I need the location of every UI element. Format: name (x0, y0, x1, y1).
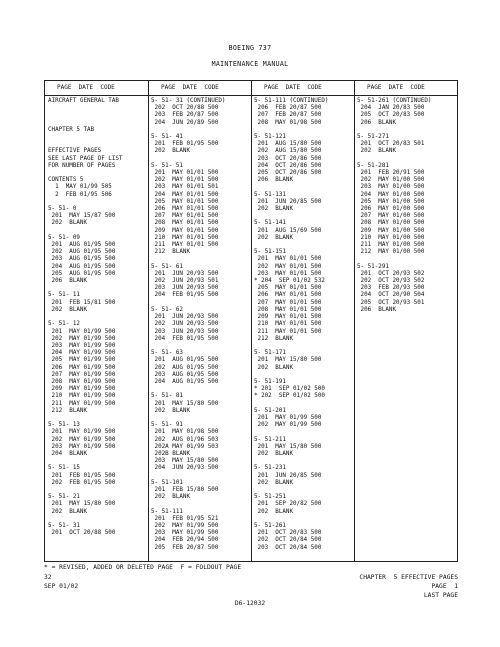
page-entry: 204 OCT 20/90 504 (357, 292, 425, 299)
spacer-line (151, 127, 225, 134)
spacer-line (254, 372, 328, 379)
page-entry: 210 MAY 01/00 500 (357, 234, 425, 241)
page-entry: 202 BLANK (357, 148, 397, 155)
column-header-2: PAGE DATE CODE (161, 84, 219, 91)
section-heading: 5- 51- 61 (151, 263, 183, 270)
section-heading: 5- 51- 91 (151, 422, 183, 429)
page-entry: 201 AUG 15/80 500 (254, 141, 322, 148)
page-entry: 205 FEB 20/87 500 (151, 544, 219, 551)
page-entry: 210 MAY 01/01 500 (151, 234, 219, 241)
section-heading: 5- 51- 11 (48, 292, 80, 299)
page-entry: 204 JUN 20/89 500 (151, 119, 219, 126)
section-heading: 5- 51-141 (254, 220, 286, 227)
spacer-line (48, 141, 122, 148)
page-entry: 202 MAY 01/99 500 (254, 422, 322, 429)
page-entry: 202 BLANK (254, 450, 294, 457)
page-entry: 202A MAY 01/99 503 (151, 443, 219, 450)
page-entry: 207 MAY 01/99 500 (48, 371, 116, 378)
page-entry: 201 AUG 15/69 500 (254, 227, 322, 234)
section-heading: EFFECTIVE PAGES (48, 148, 102, 155)
page-entry: 202 MAY 01/99 500 (48, 335, 116, 342)
page-entry: 204 OCT 20/86 500 (254, 162, 322, 169)
section-heading: 5- 51-131 (254, 191, 286, 198)
page-entry: 202 JUN 20/93 500 (151, 321, 219, 328)
section-heading: 5- 51-111 (CONTINUED) (254, 98, 329, 104)
page-entry: 202 BLANK (151, 407, 191, 414)
section-heading: 5- 51- 62 (151, 306, 183, 313)
section-heading: 5- 51- 09 (48, 234, 80, 241)
page-entry: 206 MAY 01/01 500 (151, 206, 219, 213)
section-heading: CONTENTS 5 (48, 177, 84, 184)
page-entry: 212 BLANK (48, 407, 88, 414)
page-entry: 201 JUN 20/85 500 (254, 198, 322, 205)
page-list-column-2 (151, 98, 225, 552)
page-entry: 201 FEB 15/80 500 (151, 486, 219, 493)
page-entry: 204 FEB 20/94 500 (151, 537, 219, 544)
page-entry: 206 BLANK (357, 119, 397, 126)
section-heading: FOR NUMBER OF PAGES (48, 162, 116, 169)
section-heading: 5- 51- 12 (48, 321, 80, 328)
page-entry: * 202 SEP 01/02 500 (254, 393, 325, 400)
spacer-line (48, 285, 122, 292)
section-heading: 5- 51- 15 (48, 465, 80, 472)
page-entry: 211 MAY 01/01 500 (151, 242, 219, 249)
page-entry: 203 JUN 20/93 500 (151, 328, 219, 335)
page-entry: 204 MAY 01/01 500 (151, 191, 219, 198)
spacer-line (48, 458, 122, 465)
section-heading: 5- 51-281 (357, 162, 389, 169)
page-entry: 202 MAY 01/99 500 (48, 436, 116, 443)
page-entry: 204 AUG 01/95 500 (151, 378, 219, 385)
page-entry: 203 AUG 01/95 500 (151, 371, 219, 378)
spacer-line (48, 170, 122, 177)
page-entry: 203 FEB 20/87 500 (151, 112, 219, 119)
page-entry: 201 MAY 15/80 500 (48, 501, 116, 508)
page-entry: 201 MAY 15/80 500 (254, 443, 322, 450)
revision-date: SEP 01/02 (44, 583, 79, 590)
spacer-line (357, 156, 431, 163)
page-entry: 206 BLANK (357, 306, 397, 313)
page-entry: 201 FEB 01/95 500 (48, 472, 116, 479)
spacer-line (357, 256, 431, 263)
spacer-line (48, 199, 122, 206)
section-heading: 5- 51- 81 (151, 393, 183, 400)
spacer-line (151, 300, 225, 307)
page-entry: 201 JUN 20/93 500 (151, 314, 219, 321)
section-heading: 5- 51-261 (CONTINUED) (357, 98, 432, 104)
page-entry: 202 OCT 20/84 500 (254, 537, 322, 544)
spacer-line (48, 134, 122, 141)
spacer-line (254, 213, 328, 220)
page-entry: 201 OCT 20/83 501 (357, 141, 425, 148)
section-heading: 5- 51- 21 (48, 494, 80, 501)
spacer-line (151, 386, 225, 393)
page-entry: 201 MAY 01/01 500 (254, 256, 322, 263)
page-entry: 204 BLANK (48, 450, 88, 457)
page-entry: 203 MAY 01/99 500 (48, 443, 116, 450)
page-entry: 202 AUG 01/95 500 (48, 249, 116, 256)
page-entry: 201 FEB 01/95 500 (151, 141, 219, 148)
document-number: D6-12032 (234, 600, 266, 607)
section-heading: 5- 51- 31 (48, 522, 80, 529)
section-heading: 5- 51-101 (151, 479, 183, 486)
spacer-line (254, 401, 328, 408)
spacer-line (48, 112, 122, 119)
page-list-column-1 (48, 98, 122, 537)
page-entry: 202 MAY 01/00 500 (357, 177, 425, 184)
effective-pages-title: CHAPTER 5 EFFECTIVE PAGES (359, 574, 458, 581)
page-entry: 210 MAY 01/99 500 (48, 393, 116, 400)
section-heading: 5- 51-191 (254, 378, 286, 385)
manual-title: BOEING 737 (228, 44, 272, 52)
section-heading: 5- 51-261 (254, 522, 286, 529)
page-entry: 206 MAY 01/01 500 (254, 292, 322, 299)
page-entry: 201 AUG 01/95 500 (48, 242, 116, 249)
page-entry: 202 BLANK (48, 508, 88, 515)
section-heading: 5- 51- 31 (CONTINUED) (151, 98, 226, 104)
spacer-line (254, 343, 328, 350)
page-entry: 205 OCT 20/83 500 (357, 112, 425, 119)
section-heading: 5- 51-291 (357, 263, 389, 270)
page-entry: 202 MAY 01/01 500 (254, 263, 322, 270)
page-entry: 204 FEB 01/95 500 (151, 335, 219, 342)
page-entry: 201 JUN 20/93 500 (151, 270, 219, 277)
page-entry: 202 FEB 01/95 500 (48, 479, 116, 486)
spacer-line (48, 516, 122, 523)
page-entry: 209 MAY 01/99 500 (48, 386, 116, 393)
page-entry: 206 BLANK (254, 177, 294, 184)
spacer-line (48, 415, 122, 422)
page-entry: 205 MAY 01/01 500 (254, 285, 322, 292)
column-divider-3 (354, 81, 355, 561)
page-entry: 203 MAY 15/80 500 (151, 458, 219, 465)
section-heading: 5- 51-211 (254, 436, 286, 443)
spacer-line (48, 120, 122, 127)
page-entry: 204 JAN 20/83 500 (357, 105, 425, 112)
page-entry: 212 BLANK (151, 249, 191, 256)
page-entry: 206 MAY 01/00 500 (357, 206, 425, 213)
page-entry: * 201 SEP 01/02 500 (254, 386, 325, 393)
section-heading: 5- 51-171 (254, 350, 286, 357)
page-entry: 202 BLANK (151, 148, 191, 155)
page-entry: 201 JUN 20/85 500 (254, 472, 322, 479)
page-entry: 202 BLANK (151, 494, 191, 501)
page-entry: 201 MAY 01/98 500 (151, 429, 219, 436)
page-entry: 205 OCT 20/93 501 (357, 299, 425, 306)
section-heading: 5- 51- 41 (151, 134, 183, 141)
page-number: PAGE 1 (431, 583, 458, 590)
page-entry: 206 FEB 20/87 500 (254, 105, 322, 112)
page-entry: 206 MAY 01/99 500 (48, 364, 116, 371)
page-entry: 202 BLANK (48, 220, 88, 227)
spacer-line (151, 501, 225, 508)
page-entry: 201 AUG 01/95 500 (151, 357, 219, 364)
page-entry: 209 MAY 01/00 500 (357, 227, 425, 234)
page-entry: 204 JUN 20/93 500 (151, 465, 219, 472)
page-entry: 2 FEB 01/95 506 (48, 191, 112, 198)
chapter-number: 32 (44, 574, 52, 581)
section-heading: 5- 51-271 (357, 134, 389, 141)
section-heading: 5- 51-111 (151, 508, 183, 515)
page-entry: 205 MAY 01/99 500 (48, 357, 116, 364)
page-entry: 201 FEB 01/95 521 (151, 515, 219, 522)
column-header-4: PAGE DATE CODE (367, 84, 425, 91)
page-entry: 204 MAY 01/00 500 (357, 191, 425, 198)
page-entry: 201 MAY 01/99 500 (48, 328, 116, 335)
page-entry: 204 AUG 01/95 500 (48, 263, 116, 270)
page-entry: 211 MAY 01/00 500 (357, 242, 425, 249)
spacer-line (48, 105, 122, 112)
spacer-line (254, 458, 328, 465)
page-entry: 207 MAY 01/01 500 (254, 299, 322, 306)
page-entry: 201 FEB 20/91 500 (357, 170, 425, 177)
spacer-line (254, 516, 328, 523)
page-entry: 203 JUN 20/93 500 (151, 285, 219, 292)
spacer-line (151, 156, 225, 163)
page-entry: 202 BLANK (254, 364, 294, 371)
page-entry: 203 MAY 01/01 501 (151, 184, 219, 191)
page-entry: 202 MAY 01/01 500 (151, 177, 219, 184)
page-entry: 203 OCT 20/84 500 (254, 544, 322, 551)
section-heading: 5- 51-151 (254, 249, 286, 256)
page-entry: 204 MAY 01/99 500 (48, 350, 116, 357)
page-entry: 212 MAY 01/00 500 (357, 249, 425, 256)
spacer-line (48, 228, 122, 235)
page-entry: 203 AUG 01/95 500 (48, 256, 116, 263)
page-entry: 208 MAY 01/99 500 (48, 378, 116, 385)
spacer-line (151, 473, 225, 480)
page-entry: 201 MAY 15/80 500 (254, 357, 322, 364)
section-heading: CHAPTER 5 TAB (48, 126, 95, 133)
page-entry: 206 BLANK (48, 278, 88, 285)
page-entry: 205 MAY 01/00 500 (357, 198, 425, 205)
spacer-line (254, 127, 328, 134)
legend-note: * = REVISED, ADDED OR DELETED PAGE F = FOLDOUT PAGE (44, 564, 242, 571)
section-heading: 5- 51- 63 (151, 350, 183, 357)
page-entry: 201 FEB 15/81 500 (48, 299, 116, 306)
page-entry: 201 MAY 15/80 500 (151, 400, 219, 407)
page-entry: 203 OCT 20/86 500 (254, 155, 322, 162)
page-entry: 203 MAY 01/99 500 (151, 530, 219, 537)
page-entry: 202 BLANK (48, 306, 88, 313)
page-entry: 202 BLANK (254, 479, 294, 486)
page-entry: 211 MAY 01/99 500 (48, 400, 116, 407)
page-entry: * 204 SEP 01/02 532 (254, 278, 325, 285)
page-entry: 202 JUN 20/93 501 (151, 278, 219, 285)
spacer-line (254, 429, 328, 436)
page-entry: 203 MAY 01/99 500 (48, 342, 116, 349)
page-entry: 201 OCT 20/93 502 (357, 270, 425, 277)
manual-subtitle: MAINTENANCE MANUAL (211, 60, 289, 68)
spacer-line (357, 127, 431, 134)
section-heading: 5- 51- 13 (48, 422, 80, 429)
section-heading: 5- 51- 51 (151, 162, 183, 169)
page-entry: 209 MAY 01/01 500 (151, 227, 219, 234)
spacer-line (254, 242, 328, 249)
spacer-line (151, 343, 225, 350)
column-header-3: PAGE DATE CODE (264, 84, 322, 91)
page-entry: 202B BLANK (151, 450, 191, 457)
spacer-line (254, 184, 328, 191)
page-entry: 207 MAY 01/00 500 (357, 213, 425, 220)
page-entry: 202 OCT 20/93 502 (357, 278, 425, 285)
page-entry: 203 MAY 01/00 500 (357, 184, 425, 191)
page-entry: 208 MAY 01/00 500 (357, 220, 425, 227)
page-entry: 208 MAY 01/98 500 (254, 119, 322, 126)
page-entry: 201 MAY 01/01 500 (151, 170, 219, 177)
section-heading: 5- 51-201 (254, 407, 286, 414)
page-list-column-3 (254, 98, 328, 552)
page-entry: 205 AUG 01/95 500 (48, 270, 116, 277)
spacer-line (48, 314, 122, 321)
section-heading: 5- 51-231 (254, 465, 286, 472)
column-divider-2 (251, 81, 252, 561)
page-entry: 201 OCT 20/83 500 (254, 530, 322, 537)
page-entry: 209 MAY 01/01 500 (254, 314, 322, 321)
spacer-line (151, 415, 225, 422)
page-entry: 202 BLANK (254, 234, 294, 241)
spacer-line (151, 256, 225, 263)
page-list-column-4 (357, 98, 431, 314)
page-entry: 201 MAY 01/99 500 (48, 429, 116, 436)
page-entry: 201 OCT 20/88 500 (48, 530, 116, 537)
page-entry: 203 FEB 20/93 500 (357, 285, 425, 292)
page-entry: 210 MAY 01/01 500 (254, 321, 322, 328)
effective-pages-table (44, 80, 458, 562)
page-entry: 203 MAY 01/01 500 (254, 270, 322, 277)
column-divider-1 (148, 81, 149, 561)
column-header-1: PAGE DATE CODE (57, 84, 115, 91)
page-entry: 207 FEB 20/87 500 (254, 112, 322, 119)
spacer-line (48, 487, 122, 494)
spacer-line (254, 487, 328, 494)
page-entry: 202 AUG 01/95 500 (151, 364, 219, 371)
page-entry: 208 MAY 01/01 500 (254, 306, 322, 313)
page-entry: 205 MAY 01/01 500 (151, 198, 219, 205)
page-entry: 207 MAY 01/01 500 (151, 213, 219, 220)
section-heading: AIRCRAFT GENERAL TAB (48, 98, 119, 104)
page-entry: 201 MAY 15/87 500 (48, 213, 116, 220)
last-page-label: LAST PAGE (423, 592, 458, 599)
page-entry: 208 MAY 01/01 500 (151, 220, 219, 227)
page-entry: 202 AUG 15/80 500 (254, 148, 322, 155)
page-entry: 202 BLANK (254, 508, 294, 515)
section-heading: 5- 51-251 (254, 494, 286, 501)
page-entry: 212 BLANK (254, 335, 294, 342)
page-entry: 201 SEP 20/82 500 (254, 501, 322, 508)
section-heading: SEE LAST PAGE OF LIST (48, 155, 123, 162)
section-heading: 5- 51-121 (254, 134, 286, 141)
section-heading: 5- 51- 0 (48, 206, 77, 213)
page-entry: 202 AUG 01/96 503 (151, 436, 219, 443)
page-entry: 204 FEB 01/95 500 (151, 292, 219, 299)
page-entry: 201 MAY 01/99 500 (254, 414, 322, 421)
page-entry: 202 OCT 20/88 500 (151, 105, 219, 112)
page-entry: 202 BLANK (254, 206, 294, 213)
page-entry: 1 MAY 01/99 505 (48, 184, 112, 191)
page-entry: 205 OCT 20/86 500 (254, 170, 322, 177)
page-entry: 211 MAY 01/01 500 (254, 328, 322, 335)
page-entry: 202 MAY 01/99 500 (151, 522, 219, 529)
